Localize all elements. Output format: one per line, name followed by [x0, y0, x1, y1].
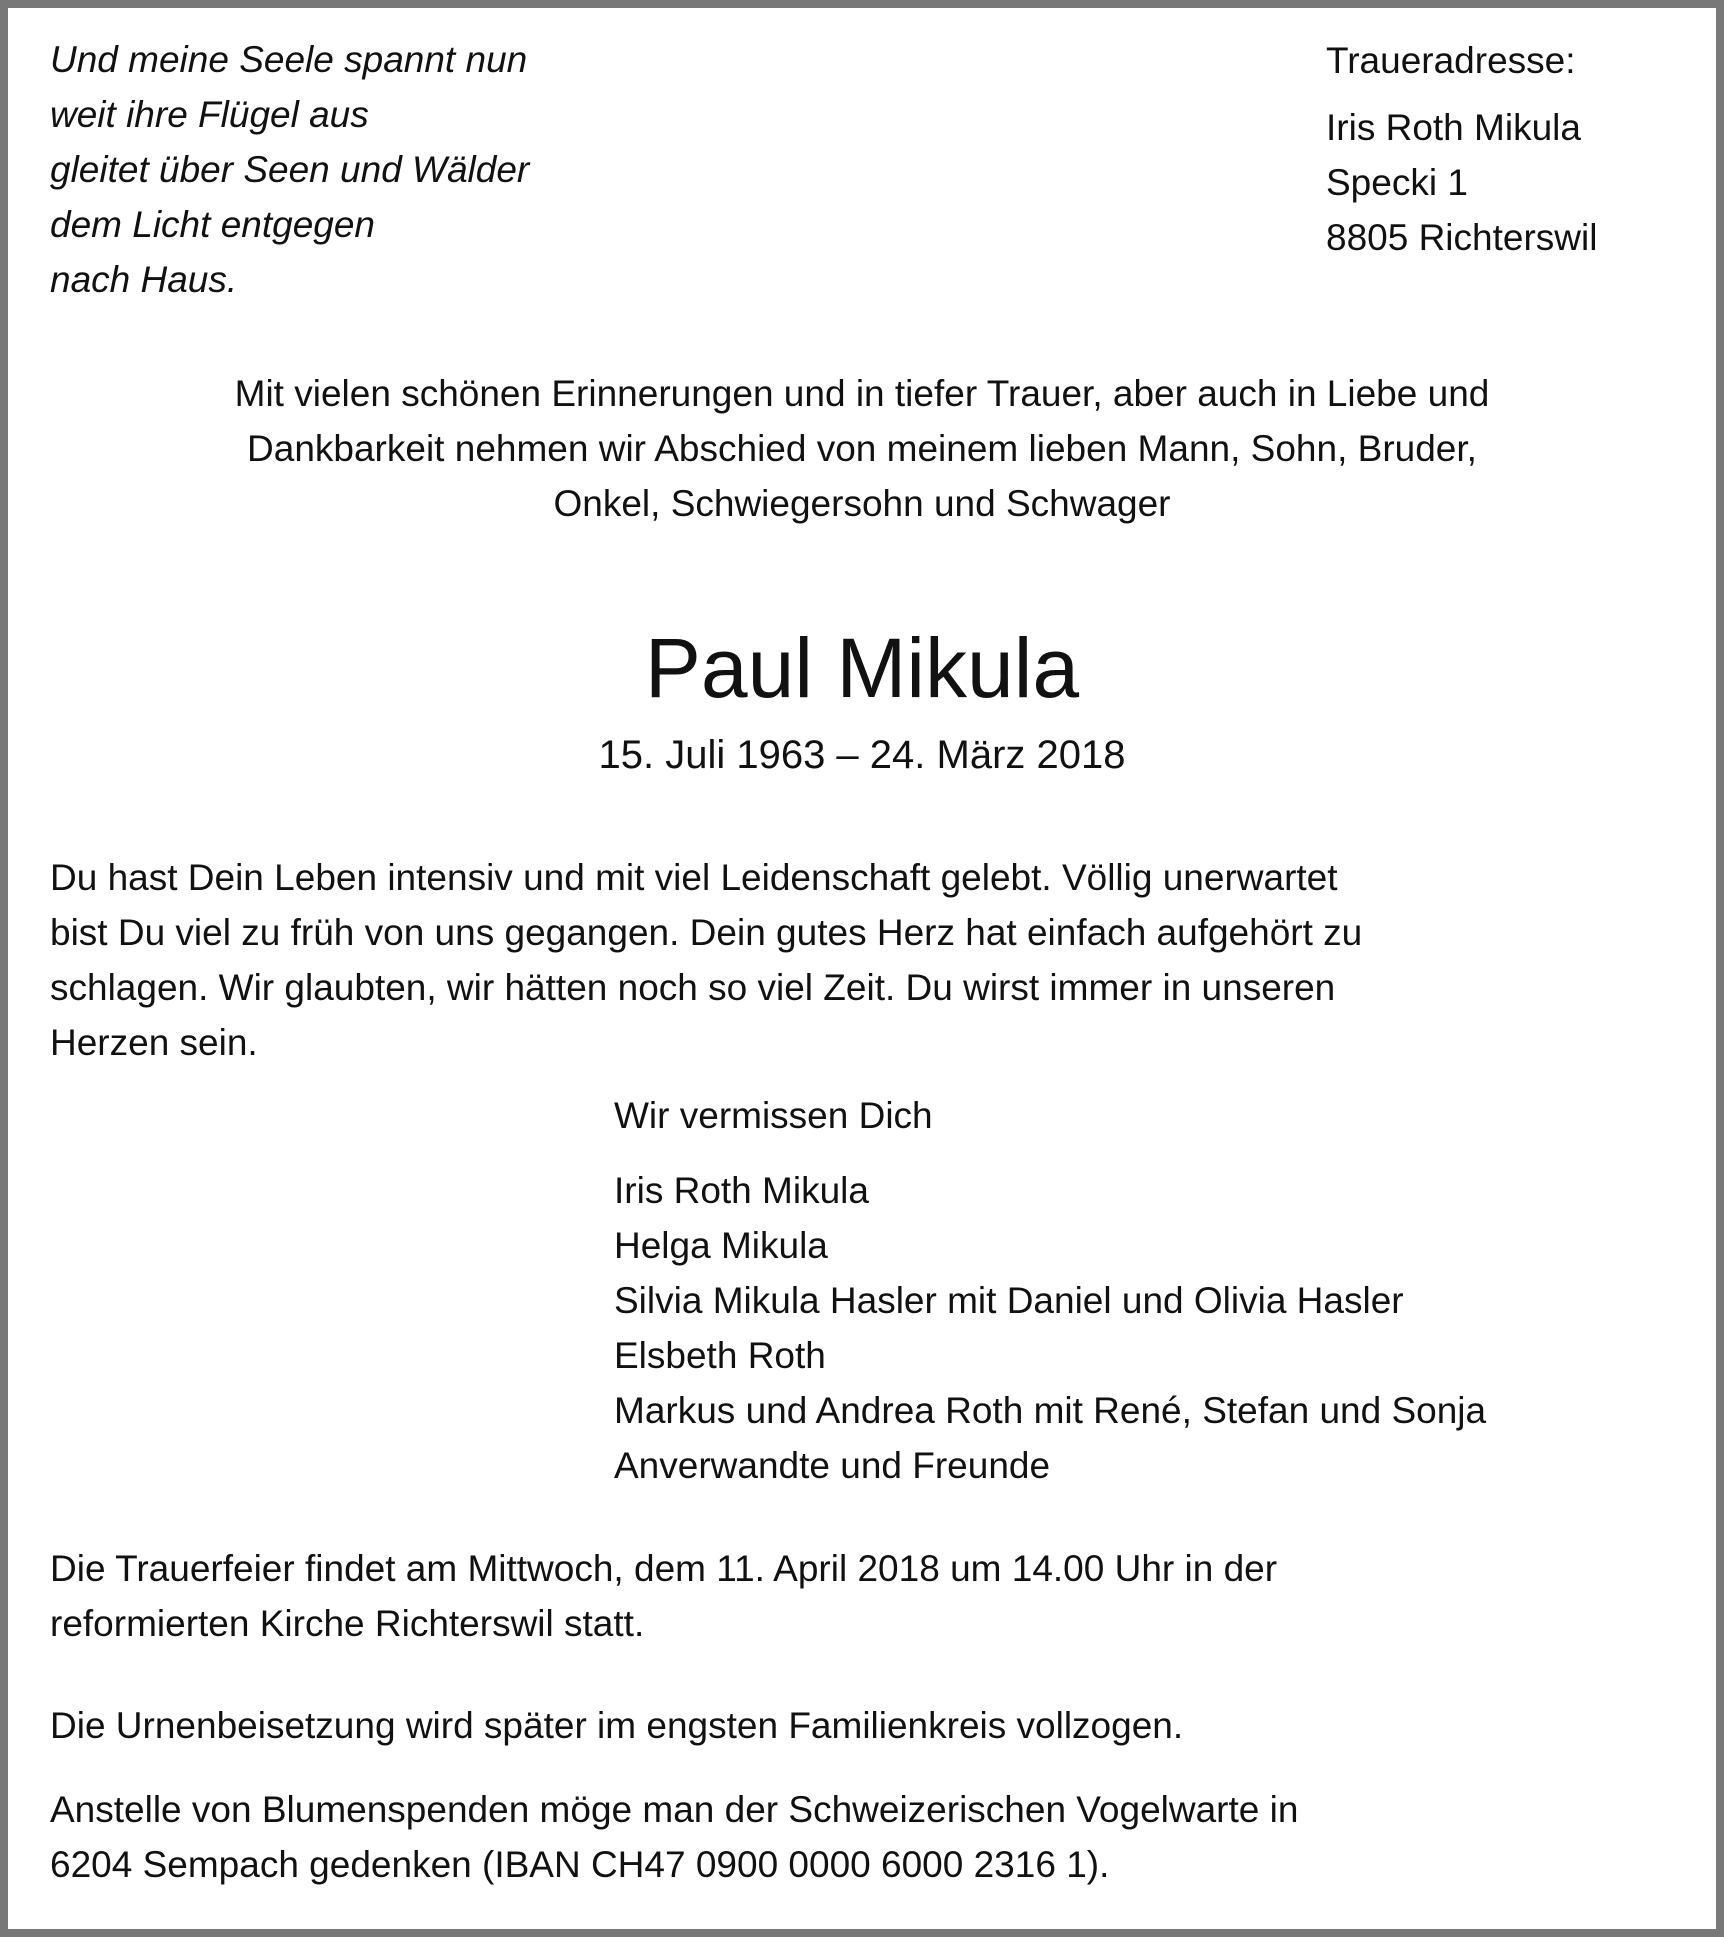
ceremony-line: reformierten Kirche Richterswil statt. [50, 1603, 645, 1644]
mourning-address [1326, 33, 1597, 265]
poem [50, 32, 529, 307]
tribute-paragraph [50, 850, 1362, 1070]
poem-line: dem Licht entgegen [50, 204, 376, 245]
mourner: Markus und Andrea Roth mit René, Stefan und Sonja [614, 1390, 1487, 1431]
mourner: Silvia Mikula Hasler mit Daniel und Olivia Hasler [614, 1280, 1404, 1321]
poem-line: Und meine Seele spannt nun [50, 39, 528, 80]
burial-info [50, 1698, 1183, 1753]
address-line: Iris Roth Mikula [1326, 107, 1581, 148]
mourners-list [614, 1088, 1486, 1493]
tribute-line: Du hast Dein Leben intensiv und mit viel Leidenschaft gelebt. Völlig unerwartet [50, 857, 1338, 898]
ceremony-line: Die Trauerfeier findet am Mittwoch, dem 11. April 2018 um 14.00 Uhr in der [50, 1548, 1278, 1589]
mourner: Anverwandte und Freunde [614, 1445, 1051, 1486]
donation-info [50, 1782, 1298, 1892]
mourner: Elsbeth Roth [614, 1335, 826, 1376]
mourner: Iris Roth Mikula [614, 1170, 869, 1211]
life-dates: 15. Juli 1963 – 24. März 2018 [598, 733, 1126, 777]
donation-line: Anstelle von Blumenspenden möge man der Schweizerischen Vogelwarte in [50, 1789, 1299, 1830]
burial-line: Die Urnenbeisetzung wird später im engsten Familienkreis vollzogen. [50, 1705, 1184, 1746]
tribute-line: bist Du viel zu früh von uns gegangen. Dein gutes Herz hat einfach aufgehört zu [50, 912, 1363, 953]
intro-line: Mit vielen schönen Erinnerungen und in tiefer Trauer, aber auch in Liebe und [234, 373, 1490, 414]
address-line: 8805 Richterswil [1326, 217, 1598, 258]
poem-line: weit ihre Flügel aus [50, 94, 369, 135]
poem-line: gleitet über Seen und Wälder [50, 149, 530, 190]
tribute-line: Herzen sein. [50, 1022, 258, 1063]
signoff-heading: Wir vermissen Dich [614, 1095, 933, 1136]
tribute-line: schlagen. Wir glaubten, wir hätten noch so viel Zeit. Du wirst immer in unseren [50, 967, 1336, 1008]
mourner: Helga Mikula [614, 1225, 828, 1266]
ceremony-info [50, 1541, 1277, 1651]
donation-line: 6204 Sempach gedenken (IBAN CH47 0900 0000 6000 2316 1). [50, 1844, 1110, 1885]
intro-line: Dankbarkeit nehmen wir Abschied von meinem lieben Mann, Sohn, Bruder, [247, 428, 1477, 469]
poem-line: nach Haus. [50, 259, 238, 300]
address-heading: Traueradresse: [1326, 40, 1576, 81]
obituary-notice [8, 8, 1716, 1929]
intro-line: Onkel, Schwiegersohn und Schwager [553, 483, 1171, 524]
address-line: Specki 1 [1326, 162, 1468, 203]
deceased-name: Paul Mikula [644, 621, 1080, 715]
intro-text [8, 366, 1716, 531]
